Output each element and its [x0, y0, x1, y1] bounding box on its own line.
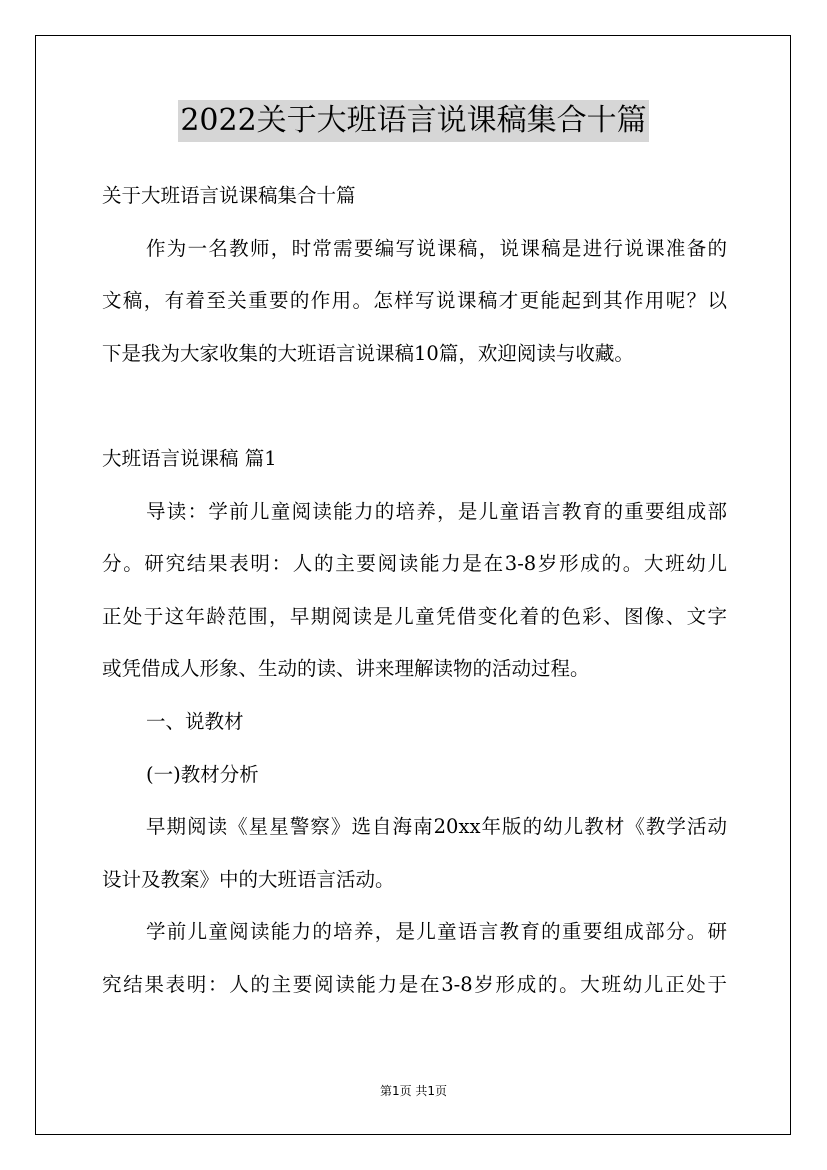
paragraph-line: 导读：学前儿童阅读能力的培养，是儿童语言教育的重要组成部: [146, 499, 727, 523]
page-footer: 第1页 共1页: [379, 1084, 448, 1098]
paragraph-line: 正处于这年龄范围，早期阅读是儿童凭借变化着的色彩、图像、文字: [102, 604, 727, 628]
section-heading: 大班语言说课稿 篇1: [102, 446, 277, 470]
paragraph-line: 设计及教案》中的大班语言活动。: [102, 867, 395, 891]
title-container: [0, 100, 827, 142]
document-title: 2022关于大班语言说课稿集合十篇: [178, 100, 648, 142]
paragraph-line: 文稿，有着至关重要的作用。怎样写说课稿才更能起到其作用呢？以: [102, 289, 727, 313]
paragraph-line: 或凭借成人形象、生动的读、讲来理解读物的活动过程。: [102, 657, 590, 681]
paragraph-line: 究结果表明：人的主要阅读能力是在3-8岁形成的。大班幼儿正处于: [102, 972, 727, 996]
paragraph-line: 早期阅读《星星警察》选自海南20xx年版的幼儿教材《教学活动: [146, 815, 727, 839]
subtitle-line: 关于大班语言说课稿集合十篇: [102, 184, 356, 207]
paragraph-line: 分。研究结果表明：人的主要阅读能力是在3-8岁形成的。大班幼儿: [102, 552, 727, 576]
paragraph-line: 下是我为大家收集的大班语言说课稿10篇，欢迎阅读与收藏。: [102, 341, 634, 365]
paragraph-line: 作为一名教师，时常需要编写说课稿，说课稿是进行说课准备的: [146, 236, 727, 260]
paragraph-line: 学前儿童阅读能力的培养，是儿童语言教育的重要组成部分。研: [146, 920, 727, 944]
subsection-heading: (一)教材分析: [146, 762, 259, 786]
blank-line: [102, 380, 727, 433]
subsection-heading: 一、说教材: [146, 709, 244, 733]
document-body: [102, 170, 727, 1012]
